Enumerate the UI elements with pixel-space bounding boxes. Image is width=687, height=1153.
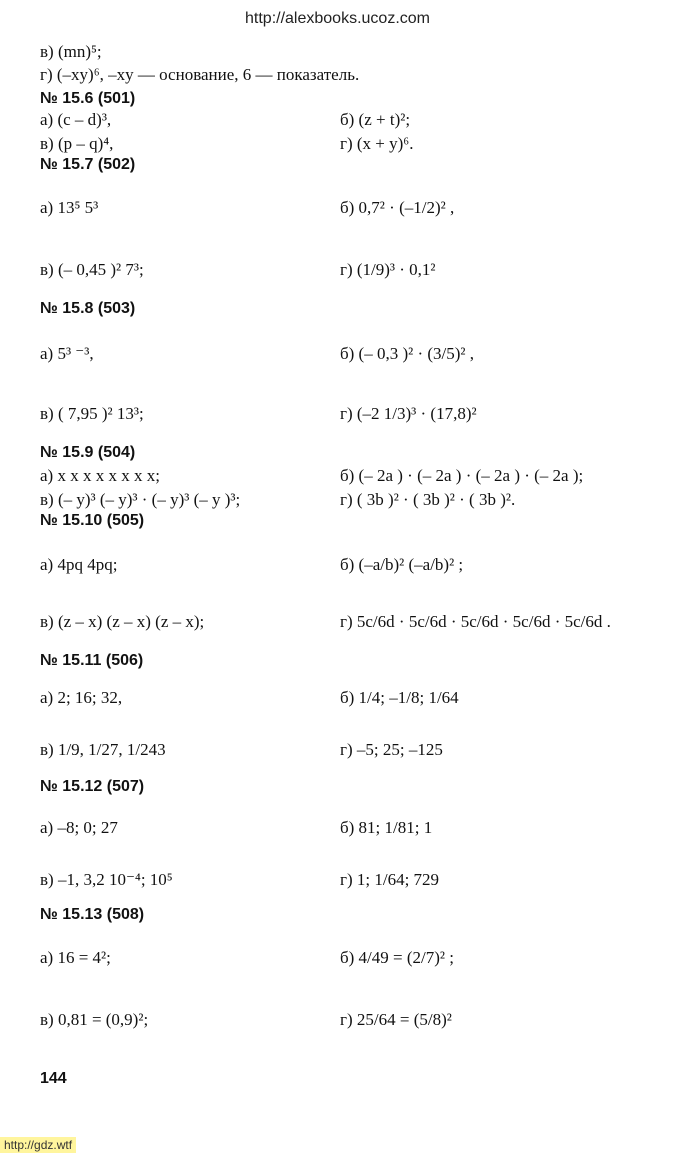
answer: в) (p – q)⁴, [40,134,114,153]
header-url: http://alexbooks.ucoz.com [245,10,430,27]
answer: а) (c – d)³, [40,110,112,129]
intro-line: в) (mn)⁵; [40,42,102,61]
answer: б) 0,7² · (–1/2)² , [340,198,455,217]
answer: б) (z + t)²; [340,110,411,129]
exercise-title: № 15.9 (504) [40,444,136,461]
answer: г) –5; 25; –125 [340,740,443,759]
intro-line: г) (–xy)⁶, –xy — основание, 6 — показатель. [40,65,360,84]
answer: а) 5³ ⁻³, [40,344,94,363]
exercise-title: № 15.12 (507) [40,778,145,795]
answer: в) ( 7,95 )² 13³; [40,404,144,423]
answer: б) (–a/b)² (–a/b)² ; [340,555,464,574]
exercise-title: № 15.6 (501) [40,90,136,107]
answer: б) 1/4; –1/8; 1/64 [340,688,459,707]
footer-link[interactable]: http://gdz.wtf [0,1137,76,1153]
answer: а) 4pq 4pq; [40,555,118,574]
answer: г) 5c/6d · 5c/6d · 5c/6d · 5c/6d · 5c/6d . [340,612,611,631]
answer: б) (– 0,3 )² · (3/5)² , [340,344,475,363]
answer: г) 25/64 = (5/8)² [340,1010,452,1029]
answer: а) –8; 0; 27 [40,818,118,837]
answer: г) ( 3b )² · ( 3b )² · ( 3b )². [340,490,516,509]
answer: б) (– 2a ) · (– 2a ) · (– 2a ) · (– 2a ); [340,466,584,485]
answer: б) 4/49 = (2/7)² ; [340,948,454,967]
exercise-title: № 15.7 (502) [40,156,136,173]
exercise-title: № 15.11 (506) [40,652,144,669]
answer: г) (1/9)³ · 0,1² [340,260,436,279]
answer: г) (–2 1/3)³ · (17,8)² [340,404,477,423]
answer: в) 1/9, 1/27, 1/243 [40,740,166,759]
answer: в) (– 0,45 )² 7³; [40,260,144,279]
answer: а) 16 = 4²; [40,948,111,967]
answer: в) (z – x) (z – x) (z – x); [40,612,205,631]
answer: а) x x x x x x x x; [40,466,160,485]
answer: г) (x + y)⁶. [340,134,414,153]
answer: а) 2; 16; 32, [40,688,123,707]
answer: а) 13⁵ 5³ [40,198,99,217]
page-number: 144 [40,1070,67,1087]
exercise-title: № 15.8 (503) [40,300,136,317]
answer: в) –1, 3,2 10⁻⁴; 10⁵ [40,870,173,889]
exercise-title: № 15.10 (505) [40,512,145,529]
answer: в) (– y)³ (– y)³ · (– y)³ (– y )³; [40,490,241,509]
answer: б) 81; 1/81; 1 [340,818,433,837]
answer: г) 1; 1/64; 729 [340,870,440,889]
exercise-title: № 15.13 (508) [40,906,145,923]
answer: в) 0,81 = (0,9)²; [40,1010,149,1029]
